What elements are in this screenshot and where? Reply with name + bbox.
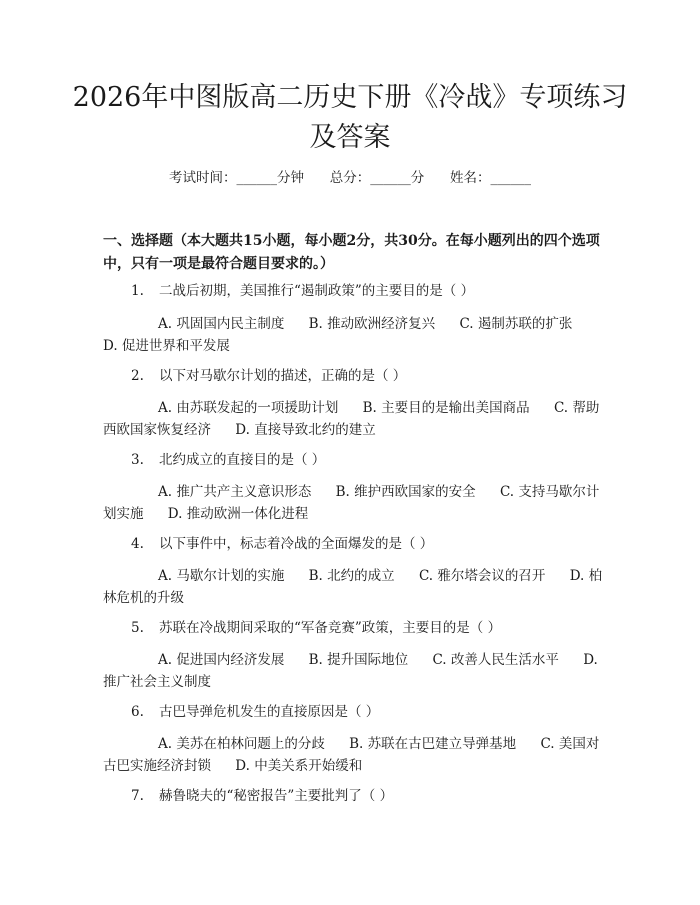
option-b: B. 北约的成立 [308,568,395,584]
question-number: 7. [131,788,144,804]
question-options [103,733,603,777]
question-text: 以下事件中，标志着冷战的全面爆发的是（ ） [159,536,434,552]
question-options [103,481,603,525]
option-c: C. 雅尔塔会议的召开 [418,568,546,584]
option-c: C. 美国对古巴实施经济封锁 [103,736,600,774]
question-number: 5. [131,620,144,636]
option-d: D. 促进世界和平发展 [103,338,230,354]
question-number: 3. [131,452,144,468]
question-stem [131,366,601,386]
option-c: C. 支持马歇尔计划实施 [103,484,600,522]
question-stem [131,534,601,554]
option-a: A. 美苏在柏林问题上的分歧 [158,736,325,752]
option-b: B. 提升国际地位 [308,652,409,668]
question-number: 6. [131,704,144,720]
question-number: 1. [131,283,144,299]
question-stem [131,786,601,806]
option-d: D. 推动欧洲一体化进程 [167,506,309,522]
question-text: 以下对马歇尔计划的描述，正确的是（ ） [159,368,407,384]
question-stem [131,450,601,470]
option-b: B. 主要目的是输出美国商品 [362,400,530,416]
question-number: 4. [131,536,144,552]
option-d: D. 直接导致北约的建立 [235,422,376,438]
question-options [103,313,603,357]
option-a: A. 推广共产主义意识形态 [158,484,312,500]
question-options [103,397,603,441]
question-text: 二战后初期，美国推行“遏制政策”的主要目的是（ ） [159,283,475,299]
option-d: D. 中美关系开始缓和 [235,758,363,774]
section-heading: 一、选择题（本大题共15小题，每小题2分，共30分。在每小题列出的四个选项中，只有一项是最符合题目要求的。） [103,233,600,272]
option-a: A. 巩固国内民主制度 [158,316,285,332]
question-stem [131,702,601,722]
option-d: D. 推广社会主义制度 [103,652,598,690]
option-a: A. 马歇尔计划的实施 [158,568,285,584]
question-stem [131,618,601,638]
option-d: D. 柏林危机的升级 [103,568,603,606]
document-title: 2026年中图版高二历史下册《冷战》专项练习及答案 [72,82,628,153]
exam-info-line: 考试时间：______分钟 总分：______分 姓名：______ [169,170,531,186]
option-b: B. 维护西欧国家的安全 [335,484,476,500]
question-text: 北约成立的直接目的是（ ） [159,452,326,468]
option-b: B. 苏联在古巴建立导弹基地 [349,736,517,752]
option-c: C. 遏制苏联的扩张 [459,316,573,332]
option-a: A. 促进国内经济发展 [158,652,285,668]
option-c: C. 改善人民生活水平 [432,652,559,668]
question-options [103,649,603,693]
question-stem [131,281,601,301]
option-a: A. 由苏联发起的一项援助计划 [158,400,339,416]
option-b: B. 推动欧洲经济复兴 [308,316,436,332]
question-options [103,565,603,609]
option-c: C. 帮助西欧国家恢复经济 [103,400,600,438]
question-text: 苏联在冷战期间采取的“军备竞赛”政策，主要目的是（ ） [159,620,502,636]
question-text: 赫鲁晓夫的“秘密报告”主要批判了（ ） [159,788,394,804]
question-text: 古巴导弹危机发生的直接原因是（ ） [159,704,380,720]
question-number: 2. [131,368,144,384]
